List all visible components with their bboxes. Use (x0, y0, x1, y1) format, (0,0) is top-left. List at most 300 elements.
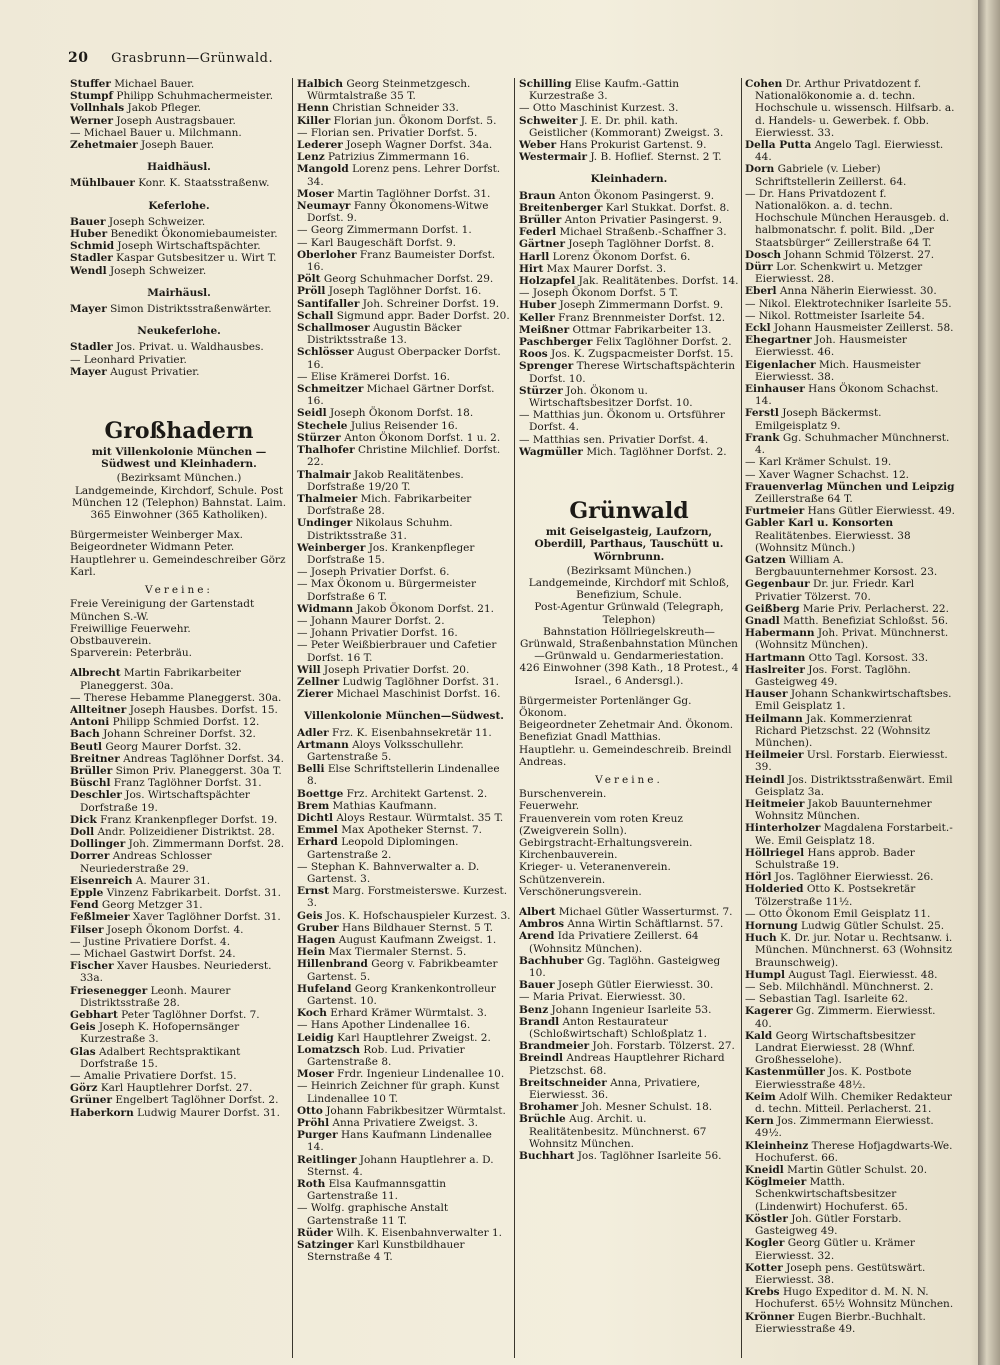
directory-entry (519, 1150, 739, 1162)
entry-details: Marg. Forstmeisterswe. Kurzest. 3. (307, 885, 508, 910)
directory-entry (519, 251, 739, 263)
entry-surname: Haslreiter (745, 663, 805, 676)
directory-entry (297, 934, 511, 946)
entry-details: Joseph Ökonom Dorfst. 4. (106, 923, 244, 936)
directory-entry (297, 800, 511, 812)
entry-details: Xaver Hausbes. Neuriederst. 33a. (80, 960, 272, 985)
column-3 (519, 78, 739, 1358)
entry-surname: Will (297, 663, 321, 676)
entry-surname: Haberkorn (70, 1106, 134, 1119)
entry-surname: Eberl (745, 285, 777, 298)
info-line: Frauenverein vom roten Kreuz (Zweigverein Solln). (519, 812, 683, 837)
entry-surname: Keller (519, 311, 555, 324)
entry-details: Gg. Zimmerm. Eierwiesst. 40. (755, 1005, 936, 1030)
entry-details: Joseph K. Hofopernsänger Kurzestraße 3. (80, 1021, 240, 1046)
directory-entry (519, 1016, 739, 1040)
place-subtitle: mit Villenkolonie München — Südwest und Kleinhadern. (91, 446, 267, 471)
entry-details: Zeillerstraße 64 T. (755, 492, 853, 505)
entry-surname: Hauser (745, 688, 788, 701)
directory-entry (519, 324, 739, 336)
entry-surname: Fend (70, 899, 99, 912)
entry-details: Michael Gärtner Dorfst. 16. (307, 383, 495, 408)
directory-entry (745, 993, 955, 1005)
entry-details: Karl Hauptlehrer Zweigst. 2. (337, 1031, 491, 1044)
entry-details: Georg Maurer Dorfst. 32. (105, 740, 242, 753)
directory-entry (519, 1101, 739, 1113)
entry-details: Joseph Bäckermst. Emilgeisplatz 9. (755, 407, 882, 432)
entry-details: Johann Schreiner Dorfst. 32. (103, 728, 256, 741)
entry-details: Joseph Schweizer. (108, 215, 206, 228)
page-edge-shadow (978, 0, 1000, 1365)
entry-details: Jos. Krankenpfleger Dorfstraße 15. (307, 541, 475, 566)
directory-entry (519, 1040, 739, 1052)
directory-entry (70, 985, 288, 1009)
entry-details: Franz Brennmeister Dorfst. 12. (558, 311, 726, 324)
entry-details: — Karl Baugeschäft Dorfst. 9. (297, 236, 457, 249)
entry-details: Max Tiermaler Sternst. 5. (328, 946, 467, 959)
info-line: Gebirgstracht-Erhaltungsverein. (519, 836, 693, 849)
entry-surname: Görz (70, 1082, 98, 1095)
entry-details: Anna Näherin Eierwiesst. 30. (779, 285, 937, 298)
entry-surname: Henn (297, 102, 329, 115)
entry-details: Anna Privatiere Zweigst. 3. (332, 1117, 478, 1130)
entry-surname: Büschl (70, 777, 111, 790)
directory-entry (70, 265, 288, 277)
entry-details: Simon Priv. Planeggerst. 30a T. (115, 764, 282, 777)
entry-surname: Eisenreich (70, 874, 133, 887)
place-info: Post-Agentur Grünwald (Telegraph, Telephon) (534, 601, 724, 626)
directory-entry (745, 822, 955, 846)
entry-details: Johann Hausmeister Zeillerst. 58. (774, 322, 954, 335)
entry-surname: Deschler (70, 789, 122, 802)
entry-details: Therese Wirtschaftspächterin Dorfst. 10. (529, 360, 736, 385)
entry-details: Gg. Schuhmacher Münchnerst. 4. (755, 431, 950, 457)
directory-entry (70, 899, 288, 911)
entry-surname: Belli (297, 763, 325, 776)
entry-details: Philipp Schuhmachermeister. (116, 90, 274, 103)
entry-details: — Matthias sen. Privatier Dorfst. 4. (519, 433, 709, 446)
entry-details: Michael Straßenb.-Schaffner 3. (559, 226, 727, 239)
entry-details: — Michael Bauer u. Milchmann. (70, 126, 242, 139)
directory-entry (519, 348, 739, 360)
entry-details: — Joseph Ökonom Dorfst. 5 T. (519, 287, 679, 300)
entry-surname: Heilmann (745, 712, 803, 725)
entry-surname: Schmid (70, 240, 115, 253)
directory-entry (70, 875, 288, 887)
entry-surname: Zellner (297, 675, 340, 688)
entry-surname: Schilling (519, 78, 572, 90)
entry-details: — Wolfg. graphische Anstalt Gartenstraße 11 T. (297, 1202, 449, 1227)
place-title: Grünwald (569, 498, 689, 525)
directory-entry (745, 334, 955, 358)
entry-details: Otto K. Postsekretär Tölzerstraße 11½. (755, 883, 916, 908)
directory-entry (745, 1164, 955, 1176)
entry-details: — Justine Privatiere Dorfst. 4. (70, 935, 231, 948)
entry-details: Frz. K. Eisenbahnsekretär 11. (332, 726, 492, 739)
directory-entry (297, 578, 511, 602)
directory-entry (70, 789, 288, 813)
directory-entry (519, 78, 739, 102)
directory-entry (70, 78, 288, 90)
directory-entry (70, 1021, 288, 1045)
directory-entry (70, 240, 288, 252)
entry-details: — Joseph Privatier Dorfst. 6. (297, 566, 450, 579)
entry-details: Frdr. Ingenieur Lindenallee 10. (337, 1068, 505, 1081)
entry-details: Jos. Forst. Taglöhn. Gasteigweg 49. (755, 663, 911, 688)
entry-details: Aloys Restaur. Würmtalst. 35 T. (336, 811, 504, 824)
entry-surname: Federl (519, 226, 557, 239)
directory-entry (519, 434, 739, 446)
directory-entry (70, 753, 288, 765)
section-heading: Villenkolonie München—Südwest. (304, 710, 504, 723)
directory-entry (297, 200, 511, 224)
entry-surname: Schlösser (297, 346, 354, 359)
entry-details: Adolf Wilh. Chemiker Redakteur d. techn. Mitteil. Perlacherst. 21. (755, 1090, 952, 1116)
directory-entry (297, 910, 511, 922)
entry-details: Joh. Forstarb. Tölzerst. 27. (592, 1040, 735, 1053)
spacer (519, 898, 739, 906)
entry-surname: Bauer (519, 979, 555, 992)
directory-entry (297, 78, 511, 102)
directory-entry (297, 420, 511, 432)
entry-surname: Kleinheinz (745, 1139, 809, 1152)
entry-surname: Reitlinger (297, 1153, 357, 1166)
entry-details: — Max Ökonom u. Bürgermeister Dorfstraße 6 T. (297, 578, 477, 603)
entry-details: Christian Schneider 33. (332, 102, 459, 115)
directory-entry (519, 238, 739, 250)
directory-entry (297, 739, 511, 763)
directory-entry (70, 354, 288, 366)
entry-details: Joh. Ökonom u. Wirtschaftsbesitzer Dorfst. 10. (529, 384, 693, 410)
entry-surname: Huch (745, 932, 777, 945)
entry-details: — Johann Privatier Dorfst. 16. (297, 627, 458, 640)
directory-entry (745, 932, 955, 969)
directory-entry (297, 1032, 511, 1044)
entry-surname: Westermair (519, 151, 588, 164)
directory-entry (745, 1176, 955, 1213)
directory-entry (745, 456, 955, 468)
entry-details: Hans Gütler Eierwiesst. 49. (807, 505, 955, 518)
directory-entry (519, 263, 739, 275)
directory-entry (297, 983, 511, 1007)
entry-details: August Tagl. Eierwiesst. 48. (788, 968, 938, 981)
directory-entry (70, 341, 288, 353)
directory-entry (297, 249, 511, 273)
entry-surname: Stadler (70, 341, 113, 354)
entry-details: Jak. Kommerzienrat Richard Pietzschst. 22 (Wohnsitz München). (755, 712, 931, 749)
directory-entry (745, 1286, 955, 1310)
entry-surname: Breitschneider (519, 1076, 607, 1089)
directory-entry (70, 948, 288, 960)
place-info: Landgemeinde, Kirchdorf mit Schloß, Benefizium, Schule. (528, 576, 730, 602)
directory-entry (297, 1239, 511, 1263)
entry-surname: Breitenberger (519, 201, 603, 214)
entry-details: Martin Taglöhner Dorfst. 31. (337, 187, 491, 200)
info-line: Krieger- u. Veteranenverein. (519, 861, 671, 874)
entry-surname: Friesenegger (70, 984, 148, 997)
directory-entry (745, 407, 955, 431)
directory-entry (519, 151, 739, 163)
entry-surname: Dichtl (297, 811, 333, 824)
entry-details: Fanny Ökonomens-Witwe Dorfst. 9. (307, 200, 489, 225)
entry-surname: Stürzer (297, 431, 341, 444)
directory-entry (70, 704, 288, 716)
entry-surname: Feßlmeier (70, 911, 130, 924)
info-line: Schützenverein. (519, 873, 606, 886)
directory-entry (70, 936, 288, 948)
entry-surname: Breitner (70, 752, 120, 765)
entry-surname: Brüller (519, 214, 562, 227)
directory-entry (745, 1066, 955, 1090)
entry-surname: Kald (745, 1029, 773, 1042)
entry-surname: Breindl (519, 1052, 564, 1065)
entry-surname: Glas (70, 1045, 96, 1058)
directory-entry (70, 1046, 288, 1070)
directory-entry (745, 688, 955, 712)
directory-entry (297, 946, 511, 958)
entry-details: Gabriele (v. Lieber) Schriftstellerin Zeillerst. 64. (755, 163, 907, 188)
entry-surname: Sprenger (519, 360, 574, 373)
directory-entry (297, 237, 511, 249)
entry-details: Joseph Wirtschaftspächter. (117, 240, 261, 253)
entry-details: Jos. K. Hofschauspieler Kurzest. 3. (325, 909, 511, 922)
directory-entry (297, 346, 511, 370)
entry-details: Florian jun. Ökonom Dorfst. 5. (333, 114, 497, 127)
directory-entry (70, 716, 288, 728)
entry-surname: Zehetmaier (70, 139, 138, 152)
entry-surname: Humpl (745, 968, 785, 981)
entry-details: Franz Baumeister Dorfst. 16. (307, 248, 496, 274)
entry-surname: Habermann (745, 627, 815, 640)
directory-entry (745, 920, 955, 932)
directory-entry (297, 224, 511, 236)
entry-details: Joh. Mesner Schulst. 18. (581, 1101, 713, 1114)
directory-entry (297, 603, 511, 615)
entry-details: Marie Priv. Perlacherst. 22. (802, 602, 949, 615)
directory-entry (745, 1091, 955, 1115)
entry-details: Gg. Taglöhn. Gasteigweg 10. (529, 954, 721, 979)
info-line: Hauptlehrer u. Gemeindeschreiber Görz Karl. (70, 553, 286, 578)
directory-entry (745, 249, 955, 261)
directory-entry (297, 273, 511, 285)
entry-surname: Kagerer (745, 1005, 793, 1018)
directory-entry (297, 542, 511, 566)
entry-details: Engelbert Taglöhner Dorfst. 2. (115, 1094, 279, 1107)
entry-details: — Peter Weißbierbrauer und Cafetier Dorfst. 16 T. (297, 639, 497, 664)
entry-details: Jakob Bauunternehmer Wohnsitz München. (755, 797, 932, 823)
directory-entry (70, 667, 288, 691)
directory-entry (745, 871, 955, 883)
entry-details: Joh. Hausmeister Eierwiesst. 46. (755, 334, 907, 359)
entry-surname: Lenz (297, 151, 325, 164)
entry-surname: Otto (297, 1104, 323, 1117)
info-line: Burschenverein. (519, 788, 607, 801)
entry-details: Jakob Pfleger. (127, 102, 202, 115)
column-rule (741, 78, 742, 1358)
directory-entry (70, 1070, 288, 1082)
directory-entry (745, 517, 955, 554)
directory-entry (297, 1129, 511, 1153)
directory-entry (745, 664, 955, 688)
place-title: Großhadern (104, 418, 254, 445)
entry-details: Otto Tagl. Korsost. 33. (808, 651, 929, 664)
directory-entry (70, 127, 288, 139)
directory-entry (297, 1044, 511, 1068)
entry-surname: Brandl (519, 1015, 560, 1028)
entry-surname: Ferstl (745, 407, 779, 420)
entry-surname: Krönner (745, 1310, 795, 1323)
entry-surname: Dosch (745, 248, 782, 261)
directory-entry (70, 1082, 288, 1094)
info-line: Bürgermeister Portenlänger Gg. Ökonom. (519, 694, 692, 719)
entry-details: Joh. Gütler Forstarb. Gasteigweg 49. (755, 1212, 902, 1238)
directory-entry (297, 322, 511, 346)
entry-details: August Oberpacker Dorfst. 16. (307, 346, 501, 371)
entry-surname: Ernst (297, 885, 329, 898)
entry-surname: Neumayr (297, 200, 351, 213)
directory-entry (70, 303, 288, 315)
directory-entry (745, 798, 955, 822)
entry-surname: Benz (519, 1003, 549, 1016)
entry-details: Joh. Zimmermann Dorfst. 28. (128, 838, 285, 851)
entry-surname: Gnadl (745, 614, 780, 627)
entry-surname: Doll (70, 825, 95, 838)
entry-details: Hans Prokurist Gartenst. 9. (559, 139, 707, 152)
entry-surname: Bach (70, 728, 100, 741)
entry-surname: Hartmann (745, 651, 806, 664)
directory-entry (297, 812, 511, 824)
entry-details: Joseph Hausbes. Dorfst. 15. (129, 703, 278, 716)
entry-surname: Kogler (745, 1237, 785, 1250)
entry-details: Joseph Taglöhner Dorfst. 8. (568, 238, 715, 251)
entry-details: Joseph pens. Gestütswärt. Eierwiesst. 38. (755, 1261, 926, 1286)
entry-surname: Heilmeier (745, 749, 804, 762)
entry-details: Matth. Schenkwirtschaftsbesitzer (Lindenwirt) Hochuferst. 65. (755, 1176, 908, 1213)
entry-details: — Otto Maschinist Kurzest. 3. (519, 102, 679, 115)
directory-entry (745, 481, 955, 505)
entry-details: Adalbert Rechtspraktikant Dorfstraße 15. (80, 1045, 241, 1070)
directory-entry (519, 409, 739, 433)
entry-details: — Heinrich Zeichner für graph. Kunst Lindenallee 10 T. (297, 1080, 500, 1105)
place-info: 426 Einwohner (398 Kath., 18 Protest., 4 Israel., 6 Andersgl.). (519, 662, 739, 687)
entry-details: — Nikol. Rottmeister Isarleite 54. (745, 309, 925, 322)
directory-entry (745, 578, 955, 602)
entry-surname: Brüller (70, 764, 113, 777)
entry-details: Joseph Zimmermann Dorfst. 9. (559, 299, 724, 312)
entry-surname: Roth (297, 1178, 326, 1191)
entry-surname: Dollinger (70, 838, 126, 851)
entry-surname: Gebhart (70, 1009, 118, 1021)
entry-surname: Hörl (745, 871, 772, 884)
entry-surname: Braun (519, 189, 556, 202)
entry-surname: Hagen (297, 934, 336, 947)
entry-surname: Della Putta (745, 139, 812, 152)
directory-entry (297, 298, 511, 310)
directory-entry (745, 615, 955, 627)
directory-entry (297, 763, 511, 787)
entry-details: — Otto Ökonom Emil Geisplatz 11. (745, 907, 931, 920)
directory-entry (297, 1007, 511, 1019)
directory-entry (297, 444, 511, 468)
entry-details: Hans Bildhauer Sternst. 5 T. (342, 921, 493, 934)
entry-surname: Schallmoser (297, 322, 370, 335)
column-1 (70, 78, 288, 1358)
entry-surname: Paschberger (519, 336, 593, 349)
directory-entry (297, 836, 511, 860)
directory-entry (297, 285, 511, 297)
entry-surname: Albrecht (70, 667, 121, 680)
entry-details: Martin Gütler Schulst. 20. (787, 1164, 928, 1177)
directory-entry (297, 102, 511, 114)
directory-entry (297, 383, 511, 407)
entry-details: Max Apotheker Sternst. 7. (341, 824, 482, 837)
entry-surname: Ambros (519, 918, 565, 931)
entry-details: Mich. Taglöhner Dorfst. 2. (586, 445, 727, 458)
directory-entry (745, 1140, 955, 1164)
entry-details: — Elise Krämerei Dorfst. 16. (297, 370, 451, 383)
entry-details: Joseph Ökonom Dorfst. 18. (329, 407, 474, 420)
directory-entry (745, 969, 955, 981)
section-heading: Haidhäusl. (147, 161, 211, 174)
directory-entry (297, 566, 511, 578)
entry-surname: Adler (297, 726, 329, 739)
entry-details: Aug. Archit. u. Realitätenbesitz. Münchnerst. 67 Wohnsitz München. (529, 1113, 707, 1150)
directory-entry (745, 383, 955, 407)
entry-details: Johann Ingenieur Isarleite 53. (551, 1003, 712, 1016)
entry-details: Sigmund appr. Bader Dorfst. 20. (336, 309, 510, 322)
directory-entry (297, 139, 511, 151)
entry-details: Nikolaus Schuhm. Distriktsstraße 31. (307, 517, 453, 542)
place-info: Landgemeinde, Kirchdorf, Schule. Post München 12 (Telephon) Bahnstat. Laim. (71, 484, 287, 509)
directory-entry (745, 78, 955, 139)
entry-details: — Michael Gastwirt Dorfst. 24. (70, 947, 236, 960)
entry-details: Kaspar Gutsbesitzer u. Wirt T. (116, 252, 277, 265)
entry-surname: Stürzer (519, 384, 563, 397)
directory-entry (519, 1113, 739, 1150)
entry-details: Johann Schmid Tölzerst. 27. (784, 248, 935, 261)
directory-entry (70, 1107, 288, 1119)
entry-details: — Florian sen. Privatier Dorfst. 5. (297, 126, 478, 139)
directory-entry (70, 960, 288, 984)
entry-details: Andr. Polizeidiener Distriktst. 28. (97, 825, 275, 838)
spacer (70, 659, 288, 667)
entry-surname: Killer (297, 114, 331, 127)
entry-details: Ursl. Forstarb. Eierwiesst. 39. (755, 749, 948, 774)
directory-entry (745, 883, 955, 907)
directory-entry (745, 1030, 955, 1067)
directory-entry (519, 1077, 739, 1101)
entry-details: Anton Ökonom Pasingerst. 9. (558, 189, 715, 202)
entry-surname: Artmann (297, 738, 349, 751)
entry-surname: Krebs (745, 1286, 780, 1299)
info-line: Beigeordneter Widmann Peter. (70, 541, 235, 554)
entry-details: Hans approb. Bader Schulstraße 19. (755, 846, 915, 871)
entry-surname: Pröhl (297, 1117, 330, 1130)
directory-entry (519, 312, 739, 324)
page-number: 20 (68, 50, 89, 66)
directory-entry (745, 554, 955, 578)
entry-details: Karl Hauptlehrer Dorfst. 27. (100, 1082, 253, 1095)
directory-entry (70, 728, 288, 740)
entry-surname: Kern (745, 1115, 774, 1128)
entry-surname: Thalmeier (297, 492, 358, 505)
entry-details: Georg Metzger 31. (101, 899, 203, 912)
info-line: Freiwillige Feuerwehr. (70, 622, 191, 635)
entry-details: A. Maurer 31. (135, 874, 211, 887)
entry-details: — Stephan K. Bahnverwalter a. D. Gartenst. 3. (297, 860, 480, 885)
directory-entry (297, 371, 511, 383)
directory-entry (745, 713, 955, 750)
